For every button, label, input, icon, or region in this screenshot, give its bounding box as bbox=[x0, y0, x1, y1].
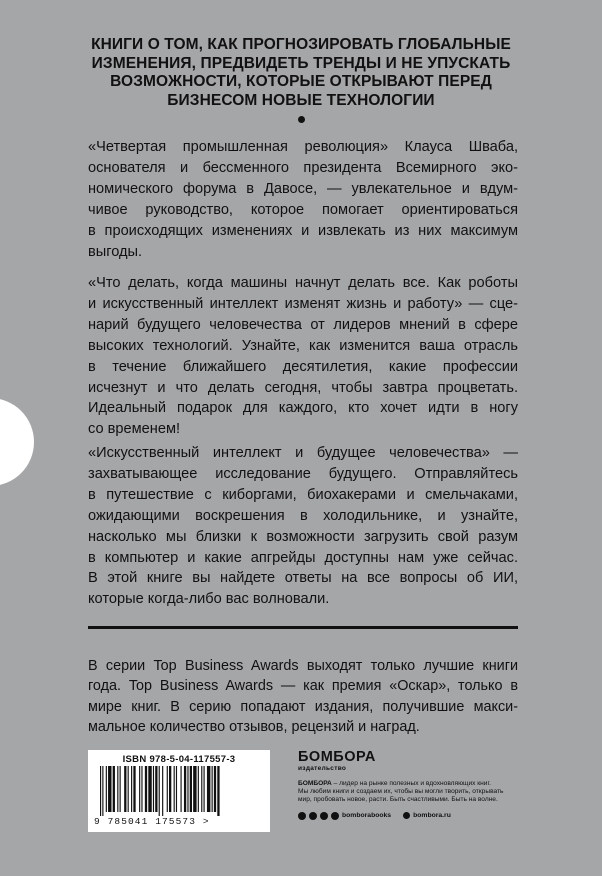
publisher-tagline bbox=[298, 780, 528, 805]
publisher-block bbox=[298, 750, 528, 820]
text-line: высоких технологий. Узнайте, как изменится ваша отрасль bbox=[88, 337, 518, 354]
text-line: выгоды. bbox=[88, 243, 143, 260]
barcode-bar bbox=[155, 766, 157, 812]
barcode-bars-icon bbox=[98, 766, 260, 816]
text-line: года. Top Business Awards — как премия «Оскар», только в bbox=[88, 678, 518, 695]
barcode-bar bbox=[162, 766, 163, 816]
website-link[interactable]: bombora.ru bbox=[413, 812, 451, 820]
text-line: нарий будущего человечества от лидеров мнений в сфере bbox=[88, 316, 518, 333]
barcode-bar bbox=[193, 766, 196, 812]
text-line: со временем! bbox=[88, 421, 181, 438]
barcode-digits: 9 785041 175573 > bbox=[94, 816, 210, 827]
publisher-links bbox=[298, 812, 528, 820]
bullet-dot-icon bbox=[298, 116, 305, 123]
youtube-icon[interactable] bbox=[331, 812, 339, 820]
barcode-bar bbox=[108, 766, 111, 812]
barcode-bar bbox=[217, 766, 219, 816]
vk-icon[interactable] bbox=[298, 812, 306, 820]
barcode-bar bbox=[176, 766, 177, 812]
publisher-logo: БОМБОРА bbox=[298, 749, 376, 765]
barcode-bar bbox=[181, 766, 182, 812]
barcode-bar bbox=[139, 766, 140, 812]
series-note bbox=[88, 656, 518, 738]
barcode-bar bbox=[106, 766, 107, 812]
barcode-bar bbox=[145, 766, 147, 812]
globe-icon bbox=[403, 812, 410, 819]
text-line: основателя и бессменного президента Всемирного эко- bbox=[88, 159, 518, 176]
text-line: «Четвертая промышленная революция» Клауса Шваба, bbox=[88, 139, 518, 155]
cover-cutout-tab bbox=[0, 398, 34, 486]
text-line: насколько мы близки к возможности загрузить свой разум bbox=[88, 528, 518, 545]
publisher-text-line: – лидер на рынке полезных и вдохновляющих книг. bbox=[331, 780, 491, 787]
text-line: Идеальный подарок для каждого, кто хочет идти в ногу bbox=[88, 400, 518, 417]
heading-line: БИЗНЕСОМ НОВЫЕ ТЕХНОЛОГИИ bbox=[167, 91, 435, 109]
text-line: в происходящих изменениях и извлекать из них максимум bbox=[88, 222, 518, 239]
divider-rule bbox=[88, 626, 518, 629]
cover-heading bbox=[40, 36, 562, 110]
barcode-bar bbox=[113, 766, 115, 812]
barcode-bar bbox=[184, 766, 186, 812]
publisher-brand: БОМБОРА bbox=[298, 780, 332, 787]
barcode-bar bbox=[141, 766, 142, 812]
barcode-bar bbox=[131, 766, 132, 812]
text-line: В этой книге вы найдете ответы на все вопросы об ИИ, bbox=[88, 570, 518, 587]
instagram-icon[interactable] bbox=[320, 812, 328, 820]
barcode-bar bbox=[204, 766, 205, 812]
text-line: «Что делать, когда машины начнут делать все. Как роботы bbox=[88, 275, 518, 291]
text-line: захватывающее исследование будущего. Отправляйтесь bbox=[88, 465, 518, 482]
paragraph-machines bbox=[88, 273, 518, 440]
barcode-bar bbox=[133, 766, 135, 812]
barcode-bar bbox=[214, 766, 216, 812]
paragraph-fourth-industrial-revolution bbox=[88, 137, 518, 262]
text-line: «Искусственный интеллект и будущее человечества» — bbox=[88, 445, 518, 461]
barcode-bar bbox=[100, 766, 101, 816]
barcode-bar bbox=[212, 766, 213, 812]
text-line: исчезнут и что делать сегодня, чтобы завтра процветать. bbox=[88, 379, 518, 396]
text-line: мире книг. В серию попадают издания, получившие макси- bbox=[88, 698, 518, 715]
barcode-bar bbox=[159, 766, 160, 816]
facebook-icon[interactable] bbox=[309, 812, 317, 820]
barcode-bar bbox=[207, 766, 210, 812]
text-line: которые когда-либо вас волновали. bbox=[88, 591, 330, 608]
text-line: в компьютер и какие апгрейды доступны нам уже сейчас. bbox=[88, 549, 518, 566]
isbn-number: ISBN 978-5-04-117557-3 bbox=[122, 754, 236, 765]
barcode-bar bbox=[124, 766, 126, 812]
barcode-bar bbox=[120, 766, 121, 812]
barcode-bar bbox=[190, 766, 192, 812]
isbn-barcode bbox=[88, 750, 270, 832]
barcode-bar bbox=[187, 766, 188, 812]
heading-line: КНИГИ О ТОМ, КАК ПРОГНОЗИРОВАТЬ ГЛОБАЛЬНЫЕ bbox=[91, 36, 511, 53]
heading-line: ВОЗМОЖНОСТИ, КОТОРЫЕ ОТКРЫВАЮТ ПЕРЕД bbox=[110, 73, 492, 90]
text-line: в путешествие с киборгами, биохакерами и смельчаками, bbox=[88, 486, 518, 503]
barcode-bar bbox=[117, 766, 118, 812]
barcode-bar bbox=[148, 766, 151, 812]
paragraph-ai-future bbox=[88, 443, 518, 610]
barcode-bar bbox=[102, 766, 103, 816]
text-line: ожидающими воскрешения в холодильнике, и узнайте, bbox=[88, 507, 518, 524]
text-line: номического форума в Давосе, — увлекательное и вдум- bbox=[88, 180, 518, 197]
barcode-bar bbox=[174, 766, 175, 812]
publisher-text-line: мир, пробовать новое, расти. Быть счастливыми. Быть на волне. bbox=[298, 796, 498, 804]
publisher-subtitle: издательство bbox=[298, 765, 347, 772]
text-line: В серии Top Business Awards выходят только лучшие книги bbox=[88, 658, 518, 674]
publisher-text-line: Мы любим книги и создаем их, чтобы вы могли творить, открывать bbox=[298, 788, 504, 796]
barcode-bar bbox=[201, 766, 202, 812]
social-handle[interactable]: bomborabooks bbox=[342, 812, 392, 820]
text-line: и искусственный интеллект изменят жизнь и работу» — сце- bbox=[88, 295, 518, 312]
barcode-bar bbox=[153, 766, 154, 812]
barcode-bar bbox=[198, 766, 199, 812]
text-line: в течение ближайшего десятилетия, какие профессии bbox=[88, 358, 518, 375]
text-line: чивое руководство, которое помогает ориентироваться bbox=[88, 201, 518, 218]
barcode-bar bbox=[128, 766, 129, 812]
text-line: мальное количество отзывов, рецензий и наград. bbox=[88, 719, 420, 736]
heading-line: ИЗМЕНЕНИЯ, ПРЕДВИДЕТЬ ТРЕНДЫ И НЕ УПУСКАТЬ bbox=[91, 54, 511, 72]
barcode-bar bbox=[167, 766, 168, 812]
barcode-bar bbox=[169, 766, 171, 812]
